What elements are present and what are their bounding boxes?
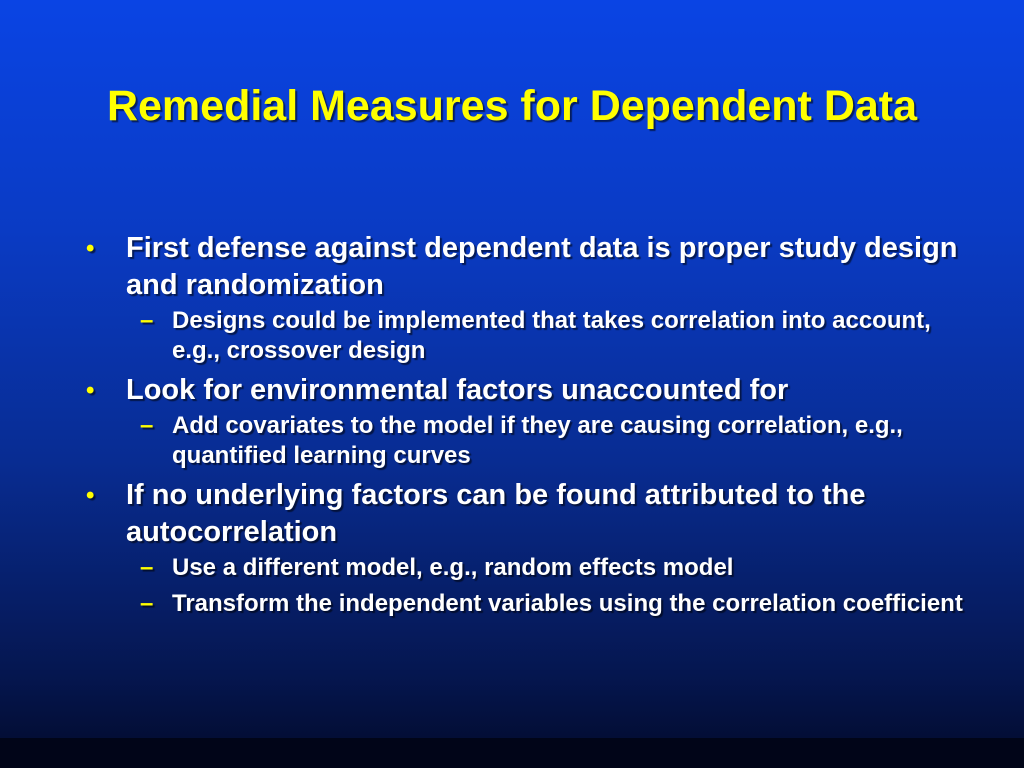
sub-bullet-text: Transform the independent variables using the correlation coefficient: [172, 590, 963, 617]
dash-marker: –: [140, 590, 154, 617]
bullet-marker: •: [86, 482, 95, 509]
sub-bullet-text: Use a different model, e.g., random effects model: [172, 554, 734, 581]
sub-bullet-item: [130, 553, 974, 583]
dash-marker: –: [140, 554, 154, 581]
bullet-item: [84, 477, 974, 619]
sub-bullet-list: [126, 553, 974, 619]
bullet-text: First defense against dependent data is proper study design and randomization: [126, 232, 958, 301]
dash-marker: –: [140, 307, 154, 334]
sub-bullet-item: [130, 411, 974, 471]
bullet-list: [84, 230, 974, 625]
bullet-item: [84, 372, 974, 471]
bullet-marker: •: [86, 377, 95, 404]
bullet-text: Look for environmental factors unaccounted for: [126, 374, 789, 406]
sub-bullet-item: [130, 306, 974, 366]
bullet-marker: •: [86, 235, 95, 262]
bullet-item: [84, 230, 974, 366]
sub-bullet-list: [126, 306, 974, 366]
slide-bottom-band: [0, 738, 1024, 768]
bullet-text: If no underlying factors can be found attributed to the autocorrelation: [126, 479, 866, 548]
sub-bullet-list: [126, 411, 974, 471]
slide-title: Remedial Measures for Dependent Data: [106, 82, 918, 130]
sub-bullet-text: Designs could be implemented that takes correlation into account, e.g., crossover design: [172, 307, 931, 364]
sub-bullet-item: [130, 589, 974, 619]
sub-bullet-text: Add covariates to the model if they are causing correlation, e.g., quantified learning curves: [172, 412, 903, 469]
dash-marker: –: [140, 412, 154, 439]
